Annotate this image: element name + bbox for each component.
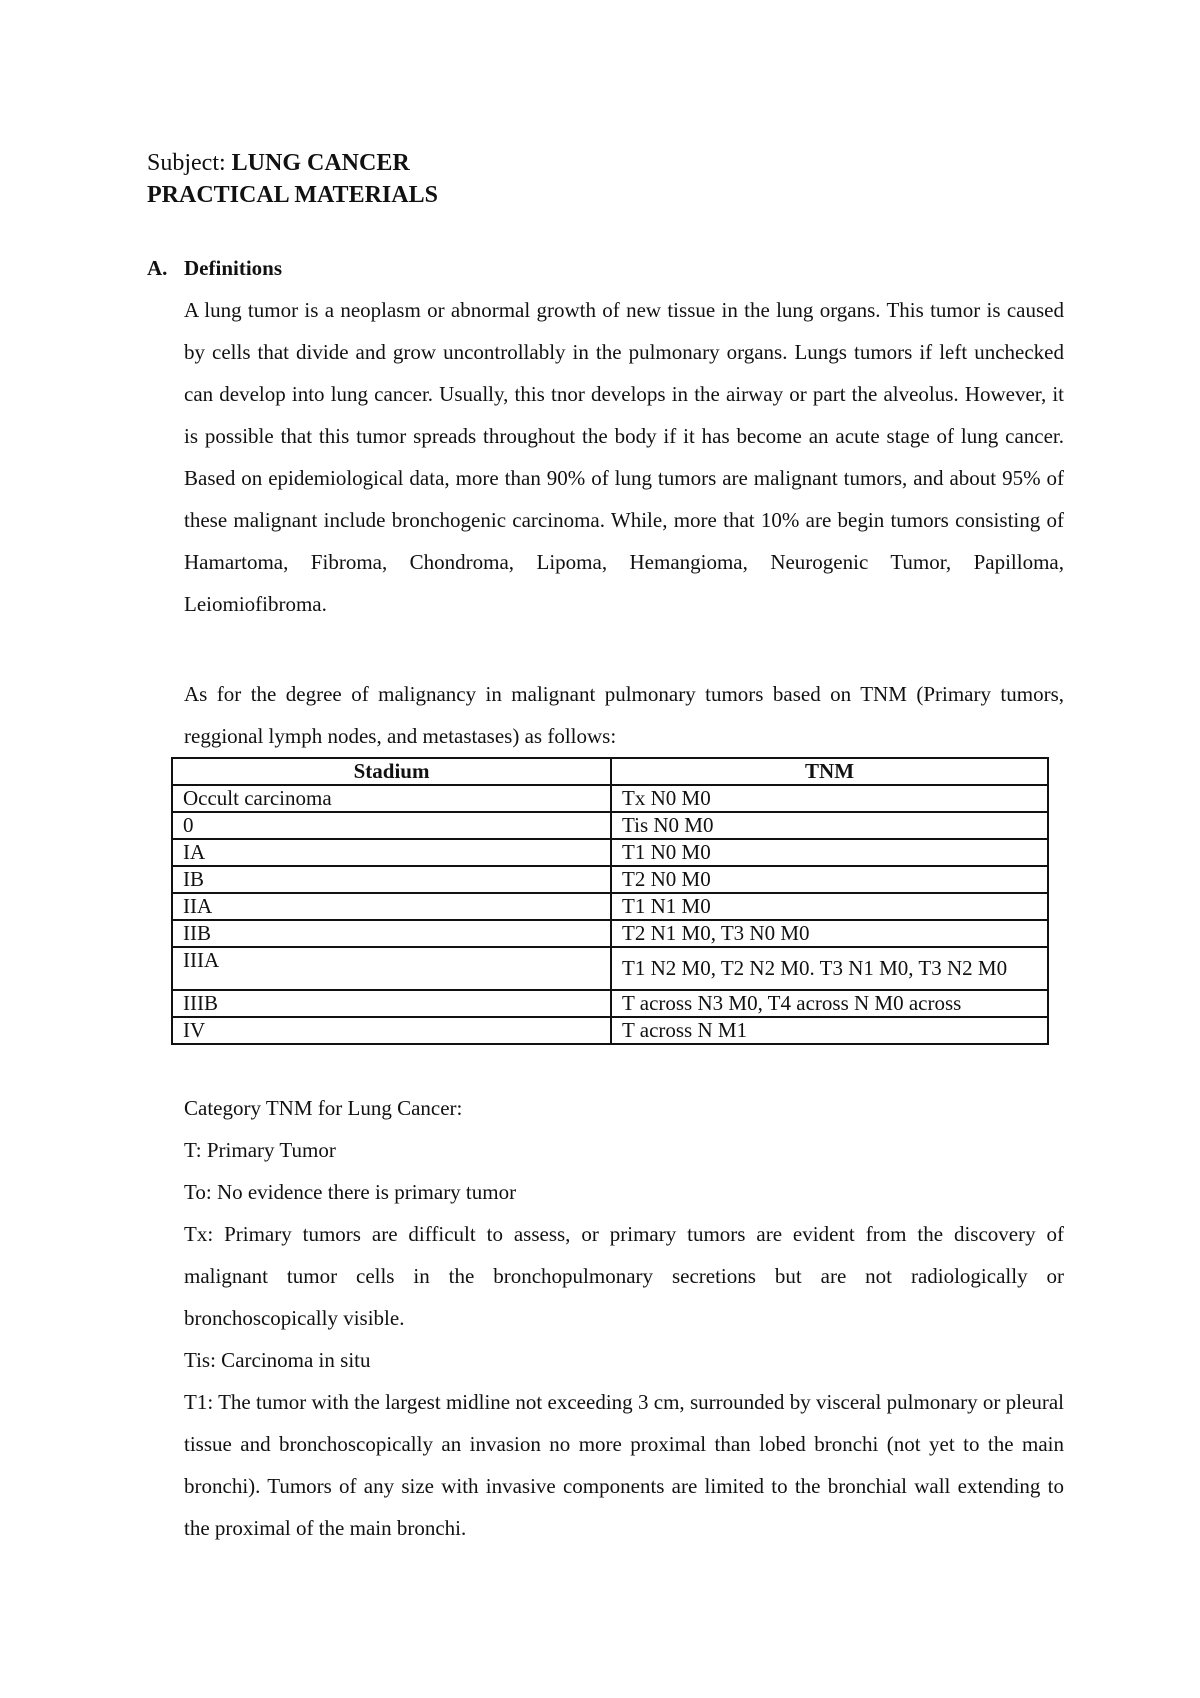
- subject-value: LUNG CANCER: [231, 150, 410, 176]
- subject-label: Subject:: [147, 150, 226, 176]
- stadium-cell: IIA: [172, 893, 611, 920]
- table-header-row: [172, 758, 1048, 785]
- section-a-heading: [147, 254, 282, 282]
- table-row: [172, 1017, 1048, 1044]
- stadium-cell: Occult carcinoma: [172, 785, 611, 812]
- category-t1: T1: The tumor with the largest midline not exceeding 3 cm, surrounded by visceral pulmonary or pleural tissue and bronchoscopically an invasion no more proximal than lobed bronchi (not yet to the main bronchi). Tumors of any size with invasive components are limited to the bronchial wall extending to the proximal of the main bronchi.: [184, 1390, 1064, 1540]
- category-tx: Tx: Primary tumors are difficult to assess, or primary tumors are evident from the discovery of malignant tumor cells in the bronchopulmonary secretions but are not radiologically or bronchoscopically visible.: [184, 1222, 1064, 1330]
- table-row: [172, 785, 1048, 812]
- stadium-cell: IIB: [172, 920, 611, 947]
- tnm-cell: T2 N1 M0, T3 N0 M0: [611, 920, 1048, 947]
- tnm-cell: Tis N0 M0: [611, 812, 1048, 839]
- column-header-stadium: Stadium: [172, 758, 611, 785]
- category-t: T: Primary Tumor: [184, 1138, 336, 1162]
- tnm-intro-paragraph: [184, 673, 1064, 757]
- stadium-cell: IB: [172, 866, 611, 893]
- stadium-cell: IV: [172, 1017, 611, 1044]
- category-tis: Tis: Carcinoma in situ: [184, 1348, 371, 1372]
- table-row: [172, 947, 1048, 990]
- tnm-intro-text: As for the degree of malignancy in malignant pulmonary tumors based on TNM (Primary tumors, reggional lymph nodes, and metastases) as follows:: [184, 682, 1064, 748]
- section-a-letter: A.: [147, 256, 168, 280]
- tnm-cell: T1 N1 M0: [611, 893, 1048, 920]
- tnm-cell: T across N M1: [611, 1017, 1048, 1044]
- table-row: [172, 893, 1048, 920]
- definition-text: A lung tumor is a neoplasm or abnormal growth of new tissue in the lung organs. This tumor is caused by cells that divide and grow uncontrollably in the pulmonary organs. Lungs tumors if left unchecked can develop into lung cancer. Usually, this tnor develops in the airway or part the alveolus. However, it is possible that this tumor spreads throughout the body if it has become an acute stage of lung cancer. Based on epidemiological data, more than 90% of lung tumors are malignant tumors, and about 95% of these malignant include bronchogenic carcinoma. While, more that 10% are begin tumors consisting of Hamartoma, Fibroma, Chondroma, Lipoma, Hemangioma, Neurogenic Tumor, Papilloma, Leiomiofibroma.: [184, 298, 1064, 616]
- tnm-cell: T across N3 M0, T4 across N M0 across: [611, 990, 1048, 1017]
- table-row: [172, 839, 1048, 866]
- tnm-cell: T1 N0 M0: [611, 839, 1048, 866]
- table-row: [172, 920, 1048, 947]
- tnm-stage-table: [171, 757, 1049, 1045]
- category-to: To: No evidence there is primary tumor: [184, 1180, 517, 1204]
- column-header-tnm: TNM: [611, 758, 1048, 785]
- stadium-cell: IIIA: [172, 947, 611, 990]
- stadium-cell: IIIB: [172, 990, 611, 1017]
- tnm-cell: T1 N2 M0, T2 N2 M0. T3 N1 M0, T3 N2 M0: [611, 947, 1048, 990]
- stadium-cell: IA: [172, 839, 611, 866]
- table-row: [172, 866, 1048, 893]
- tnm-cell: T2 N0 M0: [611, 866, 1048, 893]
- category-intro: Category TNM for Lung Cancer:: [184, 1096, 463, 1120]
- definition-paragraph: [184, 289, 1064, 625]
- stadium-cell: 0: [172, 812, 611, 839]
- table-row: [172, 990, 1048, 1017]
- table-row: [172, 812, 1048, 839]
- subject-line: [147, 148, 410, 178]
- tnm-category-definitions: [184, 1087, 1064, 1549]
- section-a-title: Definitions: [184, 256, 283, 280]
- document-subtitle: PRACTICAL MATERIALS: [147, 182, 438, 208]
- tnm-cell: Tx N0 M0: [611, 785, 1048, 812]
